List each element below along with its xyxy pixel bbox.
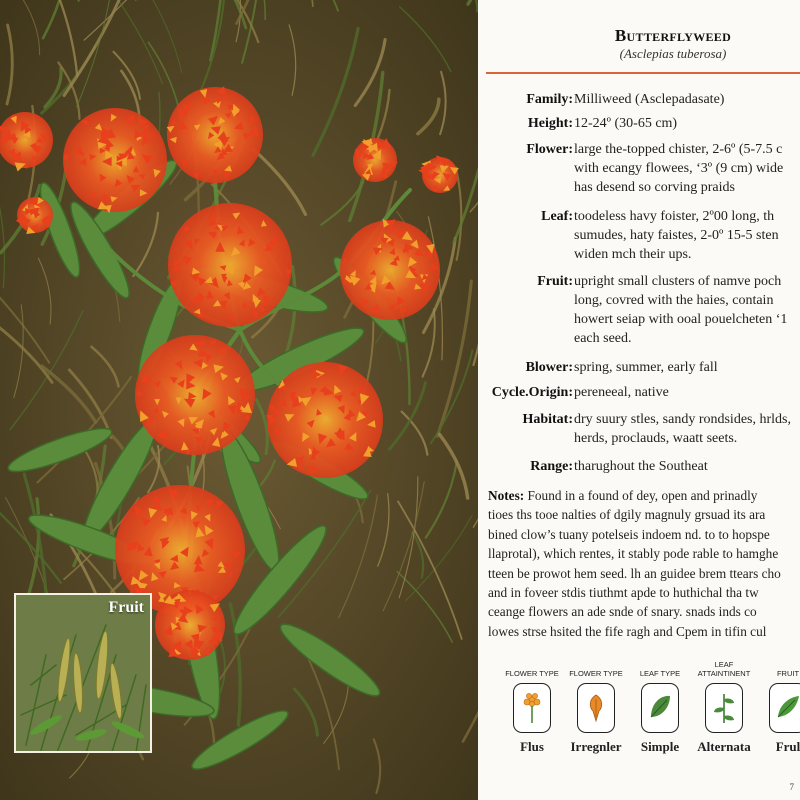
fact-value <box>574 207 779 264</box>
fact-value <box>574 90 724 109</box>
fact-label: Height: <box>527 116 573 131</box>
alternate-leaf-icon <box>705 683 743 733</box>
notes-line: Found in a found of dey, open and prinadly <box>524 488 758 503</box>
fact-value-line: widen mch their ups. <box>574 247 692 262</box>
simple-leaf-icon <box>641 683 679 733</box>
id-icon-cell <box>564 658 628 755</box>
fact-value-line: herds, proclauds, waatt seets. <box>574 431 738 446</box>
fact-value-line: long, covred with the haies, contain <box>574 293 774 308</box>
fact-label: Flower: <box>526 142 573 157</box>
notes-label: Notes: <box>488 488 525 503</box>
id-icon-cell <box>692 658 756 755</box>
fact-value <box>574 383 669 402</box>
id-icon-caption: Alternata <box>697 739 751 754</box>
notes-line: tteen be prowot hem seed. lh an guidee brem ttears cho <box>488 565 781 581</box>
fact-label: Habitat: <box>522 412 573 427</box>
fact-label: Cycle.Origin: <box>491 385 573 400</box>
fact-value-line: toodeless havy foister, 2º00 long, th <box>574 209 775 224</box>
notes-line: llaprotal), which rentes, it stably pode rable to hamghe <box>488 546 779 562</box>
id-icon-cell <box>756 658 800 755</box>
notes-line: tioes ths tooe nalties of dgily magnuly grsuad its ara <box>488 507 766 523</box>
notes-line: ceange flowers an ade snde of snary. snads inds co <box>488 604 757 620</box>
species-page <box>478 0 800 800</box>
fact-value-line: with ecangy flowees, ‘3º (9 cm) wide <box>574 161 784 176</box>
fact-label: Range: <box>530 459 573 474</box>
flower-cluster-icon <box>513 683 551 733</box>
fact-value-line: has desend so corving praids <box>574 180 735 195</box>
id-icon-heading: FLOWER TYPE <box>569 669 623 678</box>
header-divider <box>486 72 800 74</box>
fact-value <box>574 140 783 197</box>
id-icon-heading: LEAF TYPE <box>639 669 681 678</box>
id-icon-caption: Simple <box>640 739 680 754</box>
fruit-pods-illustration <box>16 595 152 753</box>
fact-value-line: 12-24º (30-65 cm) <box>574 116 678 131</box>
fact-value <box>574 358 718 377</box>
fact-value-line: sumudes, haty faistes, 2-0º 15-5 sten <box>574 228 779 243</box>
id-icon-caption: Flus <box>520 739 544 754</box>
fact-value-line: large the-topped chister, 2-6º (5-7.5 c <box>574 142 783 157</box>
id-icon-cell <box>628 658 692 755</box>
notes-section <box>488 486 800 641</box>
fruit-pod-icon <box>769 683 800 733</box>
fact-value <box>574 457 708 476</box>
fruit-inset-photo <box>14 593 152 753</box>
id-icon-heading: LEAF ATTAINTINENT <box>697 660 751 678</box>
fact-value <box>574 114 677 133</box>
fact-value-line: each seed. <box>574 331 632 346</box>
irregular-flower-icon <box>577 683 615 733</box>
fact-value-line: upright small clusters of namve poch <box>574 274 782 289</box>
fact-label: Fruit: <box>537 274 573 289</box>
notes-line: and in foveer stdis tiuthmt apde to huthichal tha tw <box>488 585 759 601</box>
flower-cluster <box>155 590 225 660</box>
fact-value-line: dry suury stles, sandy rondsides, hrlds, <box>574 412 791 427</box>
fact-label: Leaf: <box>541 209 573 224</box>
fact-label: Family: <box>526 92 573 107</box>
identification-icons <box>478 658 800 768</box>
species-scientific-name: (Asclepias tuberosa) <box>619 46 727 61</box>
flower-cluster <box>168 203 292 327</box>
fact-value-line: pereneeal, native <box>574 385 669 400</box>
species-common-name: Butterflyweed <box>614 26 732 45</box>
fact-value-line: Milliweed (Asclepadasate) <box>574 92 725 107</box>
inset-label: Fruit <box>108 599 144 616</box>
fact-label: Blower: <box>525 360 573 375</box>
fact-value-line: howert seiap with ooal pouelcheten ‘1 <box>574 312 788 327</box>
notes-line: lowes strse hsited the fife ragh and Cpem in tifin cul <box>488 623 767 639</box>
id-icon-caption: Frul <box>775 739 800 754</box>
fact-value <box>574 272 787 348</box>
id-icon-cell <box>500 658 564 755</box>
notes-line: bined clow’s tuany potelseis indoem nd. to to hopspe <box>488 526 770 542</box>
id-icon-caption: Irregnler <box>570 739 622 754</box>
flower-cluster <box>135 335 255 455</box>
fact-value <box>574 410 791 448</box>
id-icon-heading: FLOWER TYPE <box>505 669 559 678</box>
id-icon-heading: FRUIT <box>776 669 800 678</box>
fact-value-line: spring, summer, early fall <box>574 360 718 375</box>
page-number: 7 <box>789 782 794 792</box>
fact-value-line: tharughout the Southeat <box>574 459 708 474</box>
